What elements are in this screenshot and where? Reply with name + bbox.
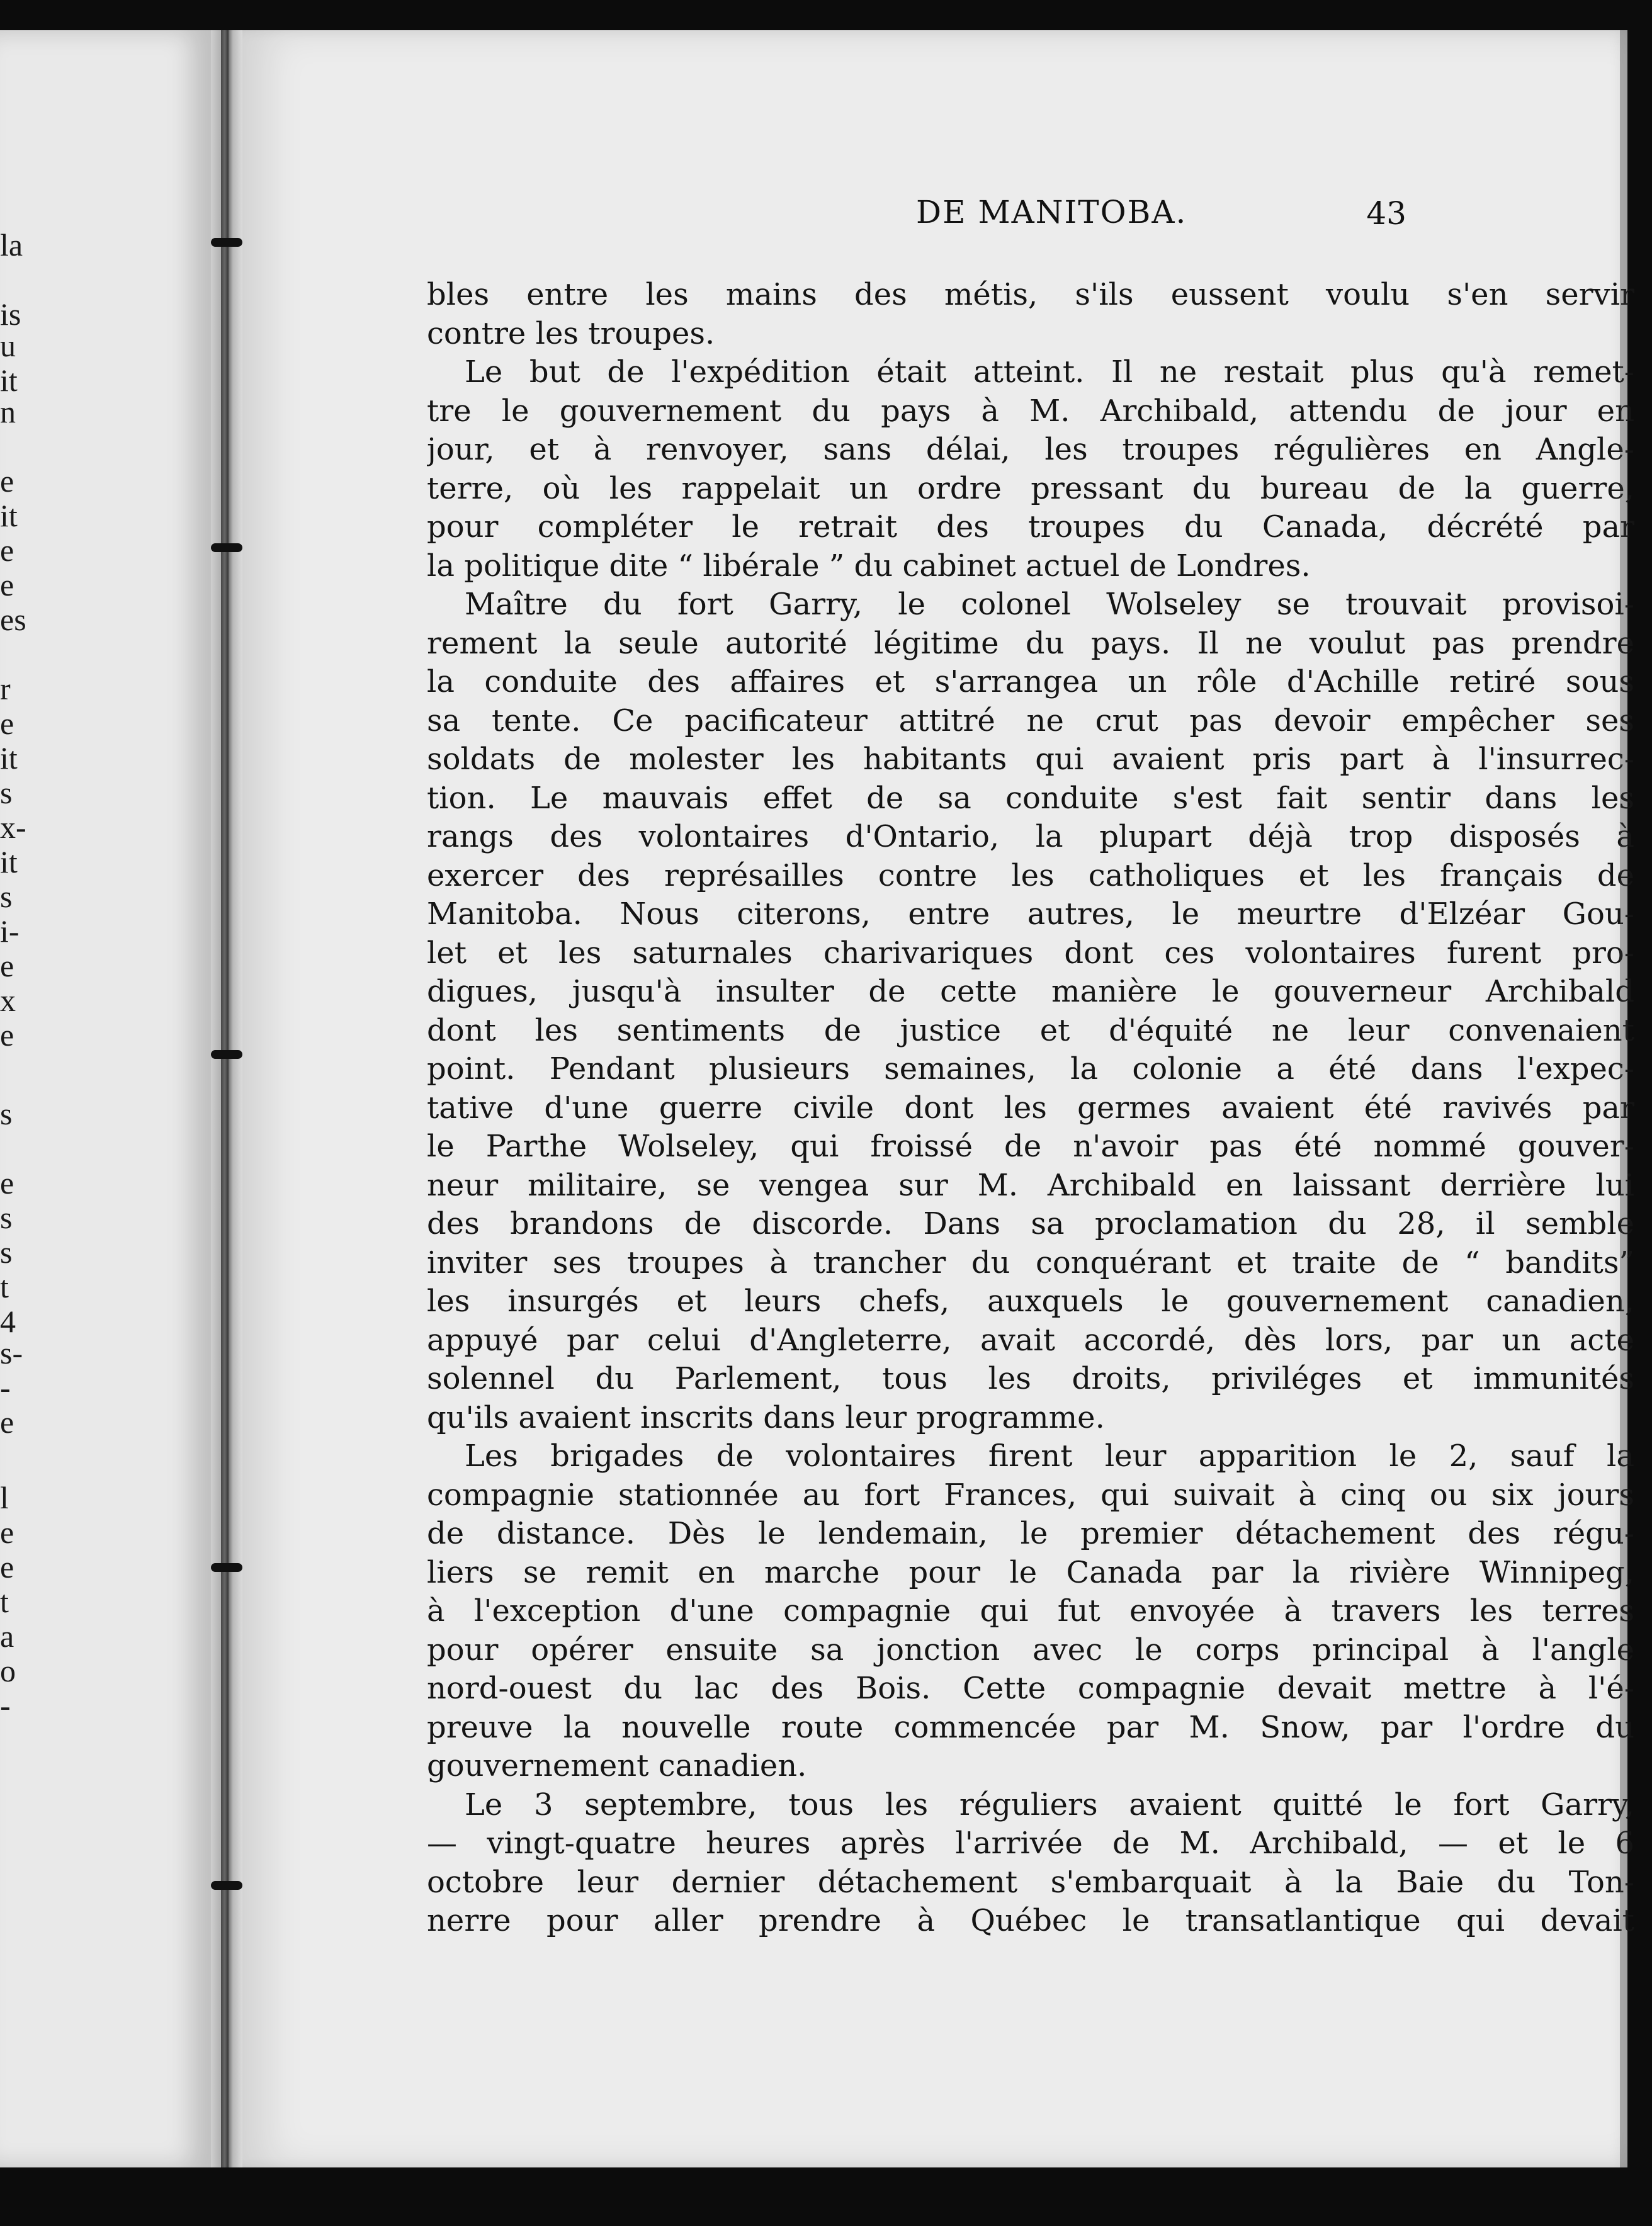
edge-letter: es: [0, 602, 26, 637]
text-line: preuve la nouvelle route commencée par M. Snow, par l'ordre du: [427, 1709, 1634, 1745]
text-line: octobre leur dernier détachement s'embarquait à la Baie du Ton-: [427, 1864, 1634, 1900]
edge-letter: it: [0, 844, 18, 879]
text-line: à l'exception d'une compagnie qui fut envoyée à travers les terres: [427, 1593, 1634, 1629]
text-line: bles entre les mains des métis, s'ils eussent voulu s'en servir: [427, 277, 1634, 312]
binding-knot: [211, 543, 242, 552]
edge-letter: n: [0, 394, 16, 429]
text-line: le Parthe Wolseley, qui froissé de n'avoir pas été nommé gouver-: [427, 1129, 1634, 1164]
text-line: tion. Le mauvais effet de sa conduite s'est fait sentir dans les: [427, 780, 1634, 816]
text-line: la conduite des affaires et s'arrangea un rôle d'Achille retiré sous: [427, 664, 1634, 699]
text-line: de distance. Dès le lendemain, le premier détachement des régu-: [427, 1516, 1634, 1551]
edge-letter: s-: [0, 1335, 23, 1370]
edge-letter: e: [0, 1404, 14, 1440]
text-line: terre, où les rappelait un ordre pressant du bureau de la guerre,: [427, 470, 1634, 506]
edge-letter: it: [0, 498, 18, 533]
text-line: la politique dite “ libérale ” du cabinet actuel de Londres.: [427, 548, 1311, 584]
edge-letter: it: [0, 740, 18, 776]
edge-letter: e: [0, 567, 14, 602]
edge-letter: la: [0, 227, 23, 263]
edge-letter: s: [0, 1200, 13, 1235]
text-line: point. Pendant plusieurs semaines, la colonie a été dans l'expec-: [427, 1051, 1634, 1087]
edge-letter: e: [0, 948, 14, 983]
text-line: pour opérer ensuite sa jonction avec le corps principal à l'angle: [427, 1632, 1634, 1668]
text-line: qu'ils avaient inscrits dans leur programme.: [427, 1399, 1105, 1435]
text-line: solennel du Parlement, tous les droits, priviléges et immunités: [427, 1361, 1634, 1396]
text-line: — vingt-quatre heures après l'arrivée de M. Archibald, — et le 6: [427, 1826, 1634, 1861]
edge-letter: x: [0, 983, 16, 1018]
edge-letter: s: [0, 775, 13, 810]
edge-letter: e: [0, 1017, 14, 1053]
text-line: tative d'une guerre civile dont les germes avaient été ravivés par: [427, 1090, 1634, 1126]
left-facing-page: [0, 30, 211, 2167]
text-line: Le but de l'expédition était atteint. Il ne restait plus qu'à remet-: [465, 354, 1634, 390]
edge-letter: s: [0, 1234, 13, 1270]
text-line: appuyé par celui d'Angleterre, avait accordé, dès lors, par un acte: [427, 1322, 1634, 1358]
text-line: let et les saturnales charivariques dont ces volontaires furent pro-: [427, 935, 1634, 971]
text-line: rangs des volontaires d'Ontario, la plupart déjà trop disposés à: [427, 819, 1634, 854]
left-page-edge-text: [0, 30, 31, 2167]
edge-letter: e: [0, 1165, 14, 1201]
text-line: pour compléter le retrait des troupes du Canada, décrété par: [427, 509, 1634, 545]
binding-knot: [211, 238, 242, 247]
book-page: [242, 30, 1634, 2167]
edge-letter: o: [0, 1653, 16, 1688]
edge-letter: u: [0, 328, 16, 363]
binding-knot: [211, 1050, 242, 1059]
running-head: DE MANITOBA.: [916, 194, 1187, 230]
text-line: rement la seule autorité légitime du pays. Il ne voulut pas prendre: [427, 625, 1634, 661]
edge-letter: l: [0, 1480, 9, 1515]
text-line: Manitoba. Nous citerons, entre autres, le meurtre d'Elzéar Gou-: [427, 896, 1634, 932]
text-line: Les brigades de volontaires firent leur apparition le 2, sauf la: [465, 1438, 1634, 1474]
text-line: Maître du fort Garry, le colonel Wolseley se trouvait provisoi-: [465, 587, 1634, 622]
text-line: dont les sentiments de justice et d'équité ne leur convenaient: [427, 1012, 1634, 1048]
text-line: exercer des représailles contre les catholiques et les français de: [427, 857, 1634, 893]
binding-thread: [221, 30, 229, 2167]
edge-letter: t: [0, 1269, 9, 1304]
edge-letter: t: [0, 1584, 9, 1619]
text-line: inviter ses troupes à trancher du conquérant et traite de “ bandits”: [427, 1245, 1634, 1280]
text-line: les insurgés et leurs chefs, auxquels le gouvernement canadien,: [427, 1284, 1634, 1319]
edge-letter: e: [0, 706, 14, 741]
edge-letter: it: [0, 363, 18, 398]
edge-letter: -: [0, 1688, 11, 1723]
edge-letter: -: [0, 1370, 11, 1405]
text-line: liers se remit en marche pour le Canada par la rivière Winnipeg,: [427, 1554, 1634, 1590]
text-line: des brandons de discorde. Dans sa proclamation du 28, il semble: [427, 1206, 1634, 1241]
text-line: compagnie stationnée au fort Frances, qui suivait à cinq ou six jours: [427, 1477, 1634, 1513]
edge-letter: r: [0, 671, 11, 706]
text-line: digues, jusqu'à insulter de cette manière le gouverneur Archibald: [427, 974, 1634, 1009]
edge-letter: e: [0, 1549, 14, 1585]
text-line: soldats de molester les habitants qui avaient pris part à l'insurrec-: [427, 742, 1634, 777]
edge-letter: e: [0, 533, 14, 568]
edge-letter: e: [0, 463, 14, 499]
body-text: [427, 276, 1634, 1975]
text-line: nord-ouest du lac des Bois. Cette compagnie devait mettre à l'é-: [427, 1671, 1634, 1706]
binding-knot: [211, 1881, 242, 1890]
edge-letter: a: [0, 1619, 14, 1654]
edge-letter: s: [0, 879, 13, 914]
text-line: nerre pour aller prendre à Québec le transatlantique qui devait: [427, 1903, 1634, 1938]
edge-letter: x-: [0, 810, 26, 845]
edge-letter: i-: [0, 913, 20, 949]
text-line: jour, et à renvoyer, sans délai, les troupes régulières en Angle-: [427, 432, 1634, 467]
text-line: tre le gouvernement du pays à M. Archibald, attendu de jour en: [427, 393, 1634, 429]
edge-letter: s: [0, 1096, 13, 1131]
text-line: sa tente. Ce pacificateur attitré ne crut pas devoir empêcher ses: [427, 703, 1634, 738]
text-line: neur militaire, se vengea sur M. Archibald en laissant derrière lui: [427, 1167, 1634, 1203]
text-line: Le 3 septembre, tous les réguliers avaient quitté le fort Garry,: [465, 1787, 1634, 1822]
edge-letter: 4: [0, 1304, 16, 1339]
edge-letter: e: [0, 1515, 14, 1550]
book-gutter: [211, 30, 242, 2167]
text-line: gouvernement canadien.: [427, 1748, 807, 1783]
edge-letter: is: [0, 297, 21, 332]
text-line: contre les troupes.: [427, 315, 715, 351]
page-number: 43: [1366, 195, 1406, 232]
binding-knot: [211, 1563, 242, 1572]
